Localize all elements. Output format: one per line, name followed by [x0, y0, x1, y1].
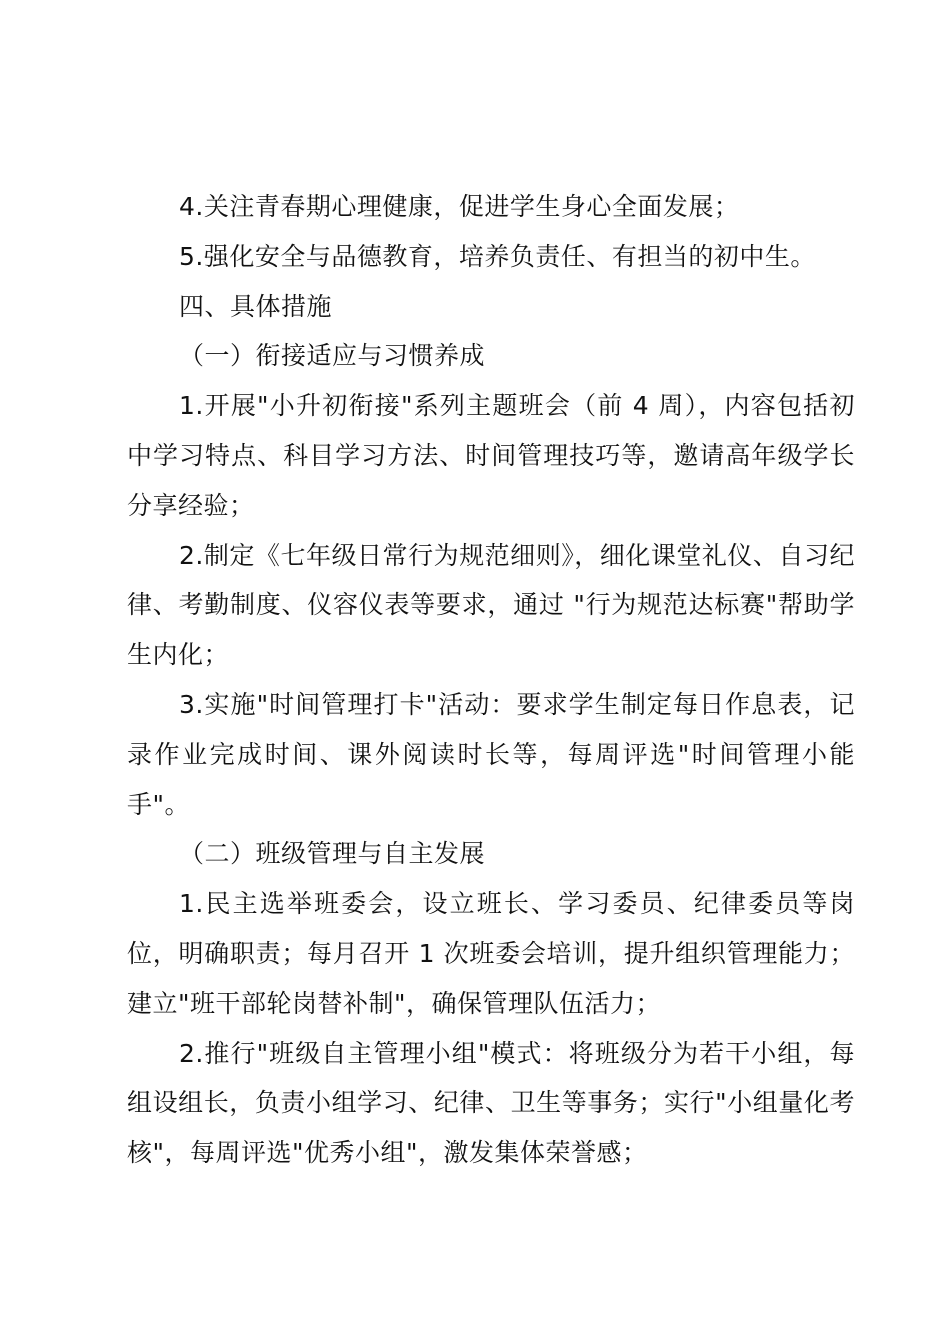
goal-item-4: 4.关注青春期心理健康，促进学生身心全面发展；: [179, 192, 740, 221]
subsection-heading-1: （一）衔接适应与习惯养成: [179, 341, 486, 371]
measure-1-item-2: 2.制定《七年级日常行为规范细则》，细化课堂礼仪、自习纪律、考勤制度、仪容仪表等要求，通过 "行为规范达标赛"帮助学生内化；: [127, 540, 855, 670]
section-heading-measures: 四、具体措施: [179, 291, 333, 321]
subsection-heading-2: （二）班级管理与自主发展: [179, 839, 486, 869]
measure-2-item-1: 1.民主选举班委会，设立班长、学习委员、纪律委员等岗位，明确职责；每月召开 1 次班委会培训，提升组织管理能力；建立"班干部轮岗替补制"，确保管理队伍活力；: [127, 889, 855, 1018]
measure-2-item-2: 2.推行"班级自主管理小组"模式：将班级分为若干小组，每组设组长，负责小组学习、纪律、卫生等事务；实行"小组量化考核"，每周评选"优秀小组"，激发集体荣誉感；: [127, 1038, 855, 1168]
document-body: [127, 182, 855, 1178]
goal-item-5: 5.强化安全与品德教育，培养负责任、有担当的初中生。: [179, 241, 816, 271]
measure-1-item-1: 1.开展"小升初衔接"系列主题班会（前 4 周），内容包括初中学习特点、科目学习方法、时间管理技巧等，邀请高年级学长分享经验；: [127, 391, 855, 520]
measure-1-item-3: 3.实施"时间管理打卡"活动：要求学生制定每日作息表，记录作业完成时间、课外阅读时长等，每周评选"时间管理小能手"。: [127, 689, 855, 819]
